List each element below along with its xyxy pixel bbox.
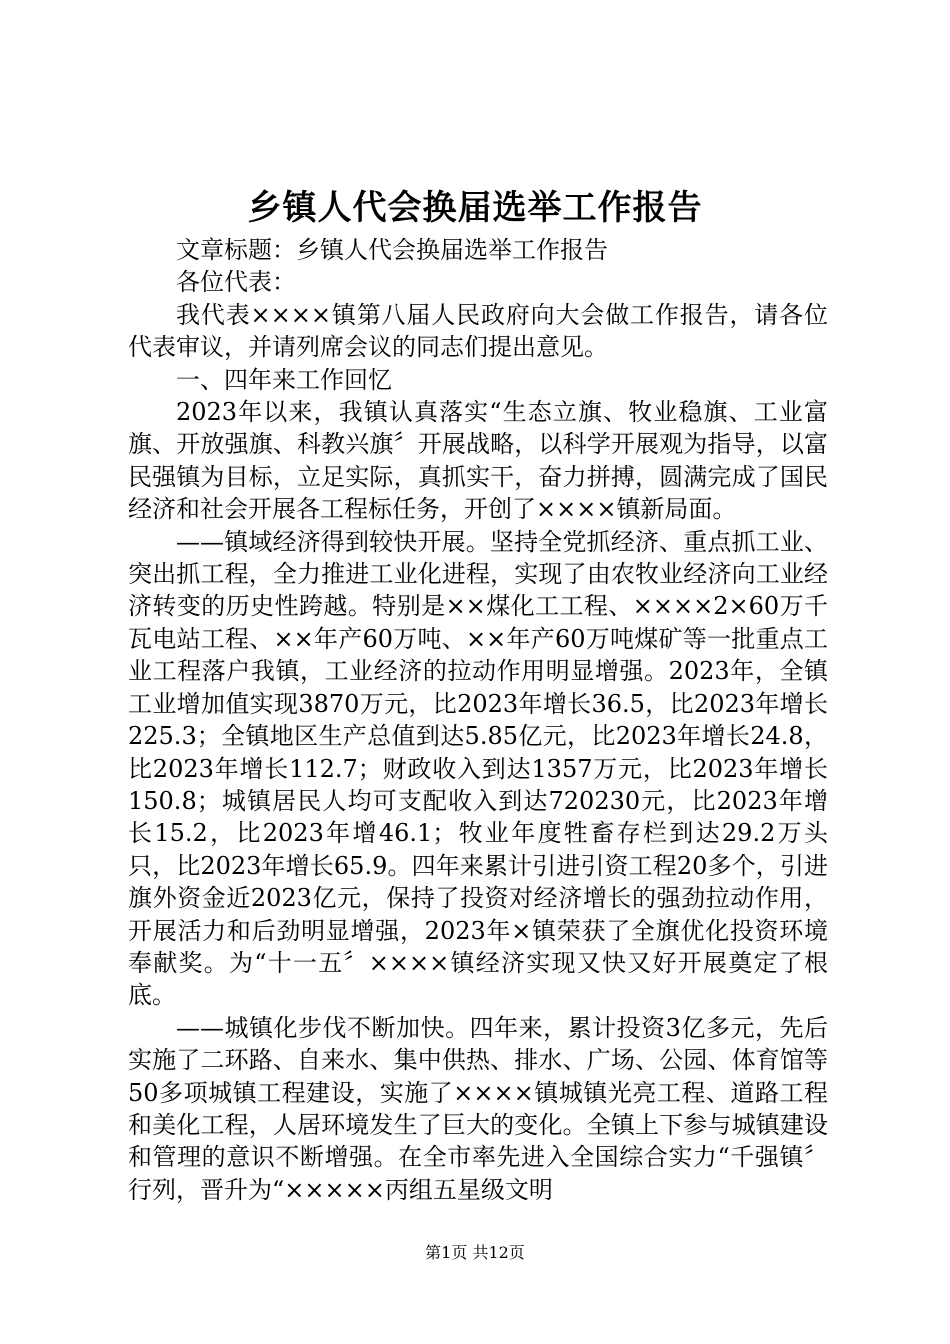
document-title: 乡镇人代会换届选举工作报告 xyxy=(247,188,703,228)
section-heading: 一、四年来工作回忆 xyxy=(176,365,392,394)
salutation: 各位代表： xyxy=(176,268,296,297)
paragraph-urbanization: ——城镇化步伐不断加快。四年来，累计投资3亿多元，先后实施了二环路、自来水、集中供热、排水、广场、公园、体育馆等50多项城镇工程建设，实施了××××镇城镇光亮工程、道路工程和美化工程，人居环境发生了巨大的变化。全镇上下参与城镇建设和管理的意识不断增强。在全市率先进入全国综合实力“千强镇〞行列，晋升为“×××××丙组五星级文明 xyxy=(128,1013,828,1204)
article-title-line: 文章标题：乡镇人代会换届选举工作报告 xyxy=(176,236,608,264)
page-number: 第1页 共12页 xyxy=(425,1243,525,1262)
paragraph-economy: ——镇域经济得到较快开展。坚持全党抓经济、重点抓工业、突出抓工程，全力推进工业化进程，实现了由农牧业经济向工业经济转变的历史性跨越。特别是××煤化工工程、××××2×60万千瓦电站工程、××年产60万吨、××年产60万吨煤矿等一批重点工业工程落户我镇，工业经济的拉动作用明显增强。2023年，全镇工业增加值实现3870万元，比2023年增长36.5，比2023年增长225.3；全镇地区生产总值到达5.85亿元，比2023年增长24.8，比2023年增长112.7；财政收入到达1357万元，比2023年增长150.8；城镇居民人均可支配收入到达720230元，比2023年增长15.2，比2023年增46.1；牧业年度牲畜存栏到达29.2万头只，比2023年增长65.9。四年来累计引进引资工程20多个，引进旗外资金近2023亿元，保持了投资对经济增长的强劲拉动作用，开展活力和后劲明显增强，2023年×镇荣获了全旗优化投资环境奉献奖。为“十一五〞××××镇经济实现又快又好开展奠定了根底。 xyxy=(128,527,828,1010)
paragraph-overview: 2023年以来，我镇认真落实“生态立旗、牧业稳旗、工业富旗、开放强旗、科教兴旗〞开展战略，以科学开展观为指导，以富民强镇为目标，立足实际，真抓实干，奋力拼搏，圆满完成了国民经济和社会开展各工程标任务，开创了××××镇新局面。 xyxy=(128,398,828,524)
paragraph-intro: 我代表××××镇第八届人民政府向大会做工作报告，请各位代表审议，并请列席会议的同志们提出意见。 xyxy=(128,300,828,362)
document-body xyxy=(128,234,828,1206)
